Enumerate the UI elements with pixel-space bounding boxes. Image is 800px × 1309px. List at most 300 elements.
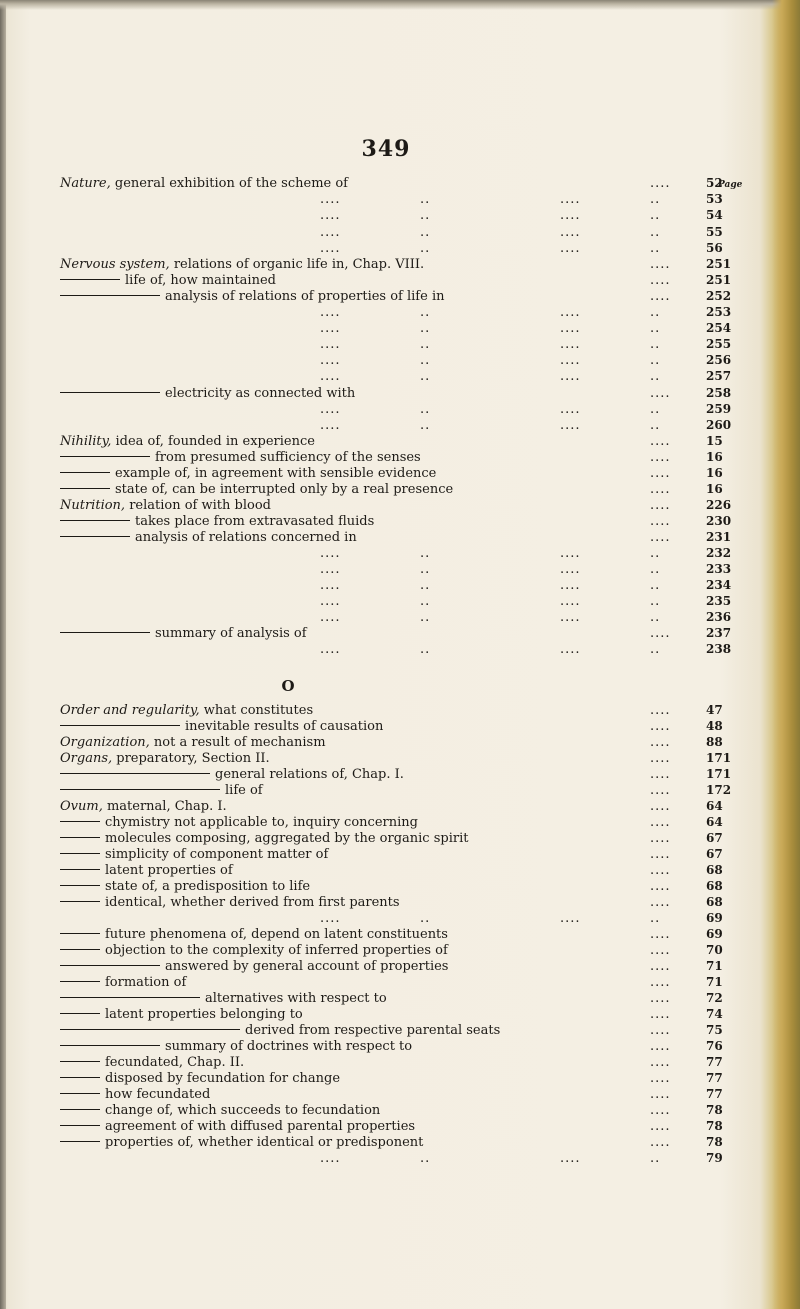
ditto-dash xyxy=(60,536,130,537)
entry-keyword: Organization, xyxy=(60,735,150,750)
entry-text xyxy=(60,927,448,942)
index-entry xyxy=(60,943,750,958)
index-entry xyxy=(60,257,750,272)
entry-keyword: Organs, xyxy=(60,751,113,766)
ditto-dash xyxy=(60,933,100,934)
entry-description: chymistry not applicable to, inquiry concerning xyxy=(105,815,418,830)
page-reference: 226 xyxy=(706,498,732,512)
leader-dots: .... xyxy=(560,642,581,657)
index-entry xyxy=(60,1087,750,1102)
section-letter: O xyxy=(281,677,295,695)
leader-dots: .... xyxy=(650,847,671,862)
page-reference: 76 xyxy=(706,1039,723,1053)
page-reference: 64 xyxy=(706,799,723,813)
leader-dots: .... xyxy=(320,562,341,577)
ditto-dash xyxy=(60,773,210,774)
index-entry xyxy=(60,498,750,513)
page-reference: 231 xyxy=(706,530,732,544)
ditto-dash xyxy=(60,1093,100,1094)
index-entry xyxy=(60,386,750,401)
page-reference: 77 xyxy=(706,1071,723,1085)
entry-description: state of, can be interrupted only by a real presence xyxy=(115,482,454,497)
ditto-dash xyxy=(60,1045,160,1046)
index-entry xyxy=(60,1023,750,1038)
leader-dots: .. xyxy=(650,337,661,352)
entry-description: electricity as connected with xyxy=(165,386,356,401)
entry-text xyxy=(60,176,348,191)
entry-text xyxy=(60,1087,210,1102)
ditto-dash xyxy=(60,789,220,790)
page-reference: 54 xyxy=(706,208,723,222)
page-reference: 69 xyxy=(706,927,723,941)
index-entry xyxy=(60,1119,750,1134)
leader-dots: .. xyxy=(420,208,431,223)
index-entry xyxy=(60,991,750,1006)
leader-dots: .... xyxy=(320,208,341,223)
leader-dots: .. xyxy=(420,225,431,240)
page-reference: 67 xyxy=(706,847,723,861)
page-reference: 234 xyxy=(706,578,732,592)
leader-dots: .... xyxy=(560,402,581,417)
index-entry xyxy=(60,466,750,481)
leader-dots: .. xyxy=(650,305,661,320)
ditto-dash xyxy=(60,885,100,886)
page-reference: 171 xyxy=(706,751,732,765)
index-entry xyxy=(60,369,750,384)
index-entry xyxy=(60,192,750,207)
leader-dots: .... xyxy=(650,1119,671,1134)
page-reference: 16 xyxy=(706,466,723,480)
index-entry xyxy=(60,482,750,497)
leader-dots: .... xyxy=(650,626,671,641)
index-entry xyxy=(60,831,750,846)
ditto-dash xyxy=(60,295,160,296)
leader-dots: .... xyxy=(650,176,671,191)
index-entry xyxy=(60,225,750,240)
entry-text xyxy=(60,1039,412,1054)
leader-dots: .. xyxy=(650,225,661,240)
entry-text xyxy=(60,1119,415,1134)
index-entry xyxy=(60,546,750,561)
ditto-dash xyxy=(60,456,150,457)
index-entry xyxy=(60,959,750,974)
entry-text xyxy=(60,482,453,497)
entry-text xyxy=(60,959,448,974)
index-entry xyxy=(60,751,750,766)
index-entry xyxy=(60,1151,750,1166)
index-entry xyxy=(60,863,750,878)
leader-dots: .. xyxy=(650,192,661,207)
leader-dots: .... xyxy=(650,1135,671,1150)
leader-dots: .... xyxy=(650,735,671,750)
page-reference: 251 xyxy=(706,273,732,287)
index-entry xyxy=(60,975,750,990)
page-reference: 72 xyxy=(706,991,723,1005)
page-reference: 258 xyxy=(706,386,732,400)
ditto-dash xyxy=(60,853,100,854)
index-entry xyxy=(60,1135,750,1150)
page-reference: 77 xyxy=(706,1087,723,1101)
page-reference: 56 xyxy=(706,241,723,255)
leader-dots: .... xyxy=(320,337,341,352)
leader-dots: .. xyxy=(650,1151,661,1166)
ditto-dash xyxy=(60,869,100,870)
leader-dots: .... xyxy=(560,578,581,593)
index-entry xyxy=(60,562,750,577)
page-reference: 171 xyxy=(706,767,732,781)
entry-text xyxy=(60,626,307,641)
ditto-dash xyxy=(60,725,180,726)
leader-dots: .... xyxy=(650,1023,671,1038)
entry-description: future phenomena of, depend on latent constituents xyxy=(105,927,448,942)
leader-dots: .... xyxy=(320,369,341,384)
leader-dots: .... xyxy=(650,927,671,942)
leader-dots: .... xyxy=(650,1087,671,1102)
entry-text xyxy=(60,975,186,990)
entry-text xyxy=(60,991,387,1006)
index-entry xyxy=(60,176,750,191)
index-entry xyxy=(60,321,750,336)
leader-dots: .... xyxy=(650,498,671,513)
leader-dots: .... xyxy=(650,943,671,958)
page-reference: 74 xyxy=(706,1007,723,1021)
page-reference: 53 xyxy=(706,192,723,206)
leader-dots: .. xyxy=(650,578,661,593)
entry-description: relation of with blood xyxy=(125,498,271,513)
page-reference: 47 xyxy=(706,703,723,717)
leader-dots: .... xyxy=(560,418,581,433)
entry-description: life of xyxy=(225,783,263,798)
page-reference: 232 xyxy=(706,546,732,560)
leader-dots: .... xyxy=(650,879,671,894)
entry-text xyxy=(60,863,233,878)
entry-text xyxy=(60,1135,423,1150)
page-reference: 68 xyxy=(706,879,723,893)
leader-dots: .... xyxy=(560,353,581,368)
page-reference: 260 xyxy=(706,418,732,432)
index-entry xyxy=(60,1039,750,1054)
leader-dots: .. xyxy=(420,418,431,433)
leader-dots: .... xyxy=(320,225,341,240)
ditto-dash xyxy=(60,1077,100,1078)
leader-dots: .... xyxy=(320,642,341,657)
ditto-dash xyxy=(60,279,120,280)
leader-dots: .... xyxy=(650,799,671,814)
entry-text xyxy=(60,289,444,304)
entry-text xyxy=(60,434,315,449)
index-entry xyxy=(60,767,750,782)
ditto-dash xyxy=(60,632,150,633)
index-entry xyxy=(60,911,750,926)
index-entry xyxy=(60,799,750,814)
entry-text xyxy=(60,735,326,750)
ditto-dash xyxy=(60,392,160,393)
index-entry xyxy=(60,1055,750,1070)
entry-text xyxy=(60,257,424,272)
leader-dots: .. xyxy=(420,353,431,368)
index-entry xyxy=(60,783,750,798)
entry-keyword: Ovum, xyxy=(60,799,103,814)
entry-description: idea of, founded in experience xyxy=(111,434,315,449)
page-reference: 230 xyxy=(706,514,732,528)
entry-description: summary of analysis of xyxy=(155,626,307,641)
page-reference: 238 xyxy=(706,642,732,656)
entry-description: disposed by fecundation for change xyxy=(105,1071,341,1086)
leader-dots: .... xyxy=(560,369,581,384)
index-entry xyxy=(60,578,750,593)
leader-dots: .... xyxy=(650,514,671,529)
index-entry xyxy=(60,353,750,368)
leader-dots: .... xyxy=(650,895,671,910)
leader-dots: .... xyxy=(650,482,671,497)
entry-text xyxy=(60,719,383,734)
ditto-dash xyxy=(60,837,100,838)
entry-text xyxy=(60,751,270,766)
leader-dots: .. xyxy=(420,305,431,320)
leader-dots: .... xyxy=(650,386,671,401)
leader-dots: .... xyxy=(650,719,671,734)
leader-dots: .... xyxy=(560,208,581,223)
leader-dots: .... xyxy=(320,321,341,336)
leader-dots: .... xyxy=(650,831,671,846)
leader-dots: .... xyxy=(650,959,671,974)
entry-description: takes place from extravasated fluids xyxy=(135,514,375,529)
entry-description: not a result of mechanism xyxy=(149,735,326,750)
entry-text xyxy=(60,466,436,481)
leader-dots: .. xyxy=(420,369,431,384)
ditto-dash xyxy=(60,821,100,822)
leader-dots: .... xyxy=(320,241,341,256)
leader-dots: .... xyxy=(650,1007,671,1022)
ditto-dash xyxy=(60,1061,100,1062)
page-reference: 253 xyxy=(706,305,732,319)
index-entry xyxy=(60,418,750,433)
leader-dots: .... xyxy=(650,703,671,718)
leader-dots: .. xyxy=(420,610,431,625)
index-entry xyxy=(60,735,750,750)
page-reference: 172 xyxy=(706,783,732,797)
page-reference: 257 xyxy=(706,369,732,383)
leader-dots: .... xyxy=(650,767,671,782)
leader-dots: .... xyxy=(650,751,671,766)
entry-description: alternatives with respect to xyxy=(205,991,387,1006)
leader-dots: .... xyxy=(650,991,671,1006)
ditto-dash xyxy=(60,965,160,966)
leader-dots: .... xyxy=(560,241,581,256)
page-reference: 78 xyxy=(706,1119,723,1133)
leader-dots: .... xyxy=(650,530,671,545)
leader-dots: .... xyxy=(320,402,341,417)
leader-dots: .... xyxy=(650,273,671,288)
entry-description: fecundated, Chap. II. xyxy=(105,1055,245,1070)
ditto-dash xyxy=(60,997,200,998)
leader-dots: .... xyxy=(320,610,341,625)
page-reference: 75 xyxy=(706,1023,723,1037)
index-entry xyxy=(60,530,750,545)
leader-dots: .. xyxy=(420,321,431,336)
entry-description: identical, whether derived from first parents xyxy=(105,895,400,910)
page-reference: 77 xyxy=(706,1055,723,1069)
page-reference: 256 xyxy=(706,353,732,367)
leader-dots: .... xyxy=(650,257,671,272)
entry-text xyxy=(60,815,418,830)
leader-dots: .... xyxy=(320,1151,341,1166)
leader-dots: .... xyxy=(650,1039,671,1054)
leader-dots: .... xyxy=(560,337,581,352)
entry-text xyxy=(60,799,227,814)
entry-description: state of, a predisposition to life xyxy=(105,879,311,894)
index-entry xyxy=(60,879,750,894)
leader-dots: .. xyxy=(650,402,661,417)
entry-description: from presumed sufficiency of the senses xyxy=(155,450,421,465)
page-reference: 52 xyxy=(706,176,723,190)
index-entry xyxy=(60,208,750,223)
leader-dots: .... xyxy=(560,610,581,625)
leader-dots: .. xyxy=(420,594,431,609)
entry-text xyxy=(60,831,468,846)
entry-text xyxy=(60,767,404,782)
entry-description: relations of organic life in, Chap. VIII. xyxy=(169,257,425,272)
entry-description: general relations of, Chap. I. xyxy=(215,767,404,782)
page-reference: 251 xyxy=(706,257,732,271)
leader-dots: .. xyxy=(650,911,661,926)
leader-dots: .... xyxy=(320,578,341,593)
entry-text xyxy=(60,273,276,288)
page-reference: 48 xyxy=(706,719,723,733)
page-number: 349 xyxy=(361,136,411,162)
entry-description: formation of xyxy=(105,975,187,990)
leader-dots: .... xyxy=(560,562,581,577)
entry-description: analysis of relations concerned in xyxy=(135,530,357,545)
leader-dots: .... xyxy=(650,1103,671,1118)
entry-text xyxy=(60,895,400,910)
entry-text xyxy=(60,498,271,513)
page-reference: 68 xyxy=(706,895,723,909)
page-reference: 252 xyxy=(706,289,732,303)
leader-dots: .. xyxy=(650,321,661,336)
entry-text xyxy=(60,1007,303,1022)
leader-dots: .... xyxy=(560,225,581,240)
ditto-dash xyxy=(60,1029,240,1030)
index-entry xyxy=(60,402,750,417)
ditto-dash xyxy=(60,1125,100,1126)
leader-dots: .. xyxy=(420,1151,431,1166)
leader-dots: .. xyxy=(650,353,661,368)
index-entry xyxy=(60,514,750,529)
entry-description: analysis of relations of properties of life in xyxy=(165,289,445,304)
entry-description: molecules composing, aggregated by the organic spirit xyxy=(105,831,469,846)
leader-dots: .... xyxy=(650,975,671,990)
leader-dots: .. xyxy=(650,562,661,577)
leader-dots: .... xyxy=(650,450,671,465)
leader-dots: .... xyxy=(650,783,671,798)
leader-dots: .. xyxy=(650,642,661,657)
page-reference: 70 xyxy=(706,943,723,957)
page-reference: 69 xyxy=(706,911,723,925)
leader-dots: .... xyxy=(560,1151,581,1166)
page-reference: 78 xyxy=(706,1103,723,1117)
leader-dots: .. xyxy=(650,546,661,561)
leader-dots: .... xyxy=(320,546,341,561)
ditto-dash xyxy=(60,1013,100,1014)
leader-dots: .. xyxy=(650,610,661,625)
leader-dots: .... xyxy=(320,594,341,609)
ditto-dash xyxy=(60,520,130,521)
entry-text xyxy=(60,847,328,862)
ditto-dash xyxy=(60,472,110,473)
entry-keyword: Nutrition, xyxy=(60,498,126,513)
index-entry xyxy=(60,815,750,830)
index-entry xyxy=(60,719,750,734)
entry-text xyxy=(60,514,374,529)
ditto-dash xyxy=(60,901,100,902)
entry-description: answered by general account of properties xyxy=(165,959,449,974)
page-reference: 68 xyxy=(706,863,723,877)
entry-description: properties of, whether identical or predisponent xyxy=(105,1135,424,1150)
index-entry xyxy=(60,594,750,609)
ditto-dash xyxy=(60,1109,100,1110)
page-reference: 259 xyxy=(706,402,732,416)
leader-dots: .. xyxy=(420,578,431,593)
page-reference: 78 xyxy=(706,1135,723,1149)
page-reference: 67 xyxy=(706,831,723,845)
leader-dots: .. xyxy=(650,241,661,256)
page-column-head: Page xyxy=(718,180,743,190)
entry-text xyxy=(60,879,310,894)
page-reference: 255 xyxy=(706,337,732,351)
index-entry xyxy=(60,450,750,465)
index-entry xyxy=(60,1007,750,1022)
entry-description: change of, which succeeds to fecundation xyxy=(105,1103,381,1118)
ditto-dash xyxy=(60,1141,100,1142)
entry-description: general exhibition of the scheme of xyxy=(110,176,348,191)
leader-dots: .. xyxy=(420,911,431,926)
page-reference: 88 xyxy=(706,735,723,749)
leader-dots: .. xyxy=(650,208,661,223)
entry-description: objection to the complexity of inferred properties of xyxy=(105,943,448,958)
leader-dots: .. xyxy=(420,337,431,352)
ditto-dash xyxy=(60,488,110,489)
leader-dots: .... xyxy=(560,321,581,336)
index-entry xyxy=(60,610,750,625)
entry-description: maternal, Chap. I. xyxy=(102,799,227,814)
entry-text xyxy=(60,1055,244,1070)
page-reference: 71 xyxy=(706,959,723,973)
index-entry xyxy=(60,895,750,910)
page-reference: 233 xyxy=(706,562,732,576)
leader-dots: .... xyxy=(560,192,581,207)
entry-keyword: Nervous system, xyxy=(60,257,170,272)
leader-dots: .. xyxy=(420,642,431,657)
leader-dots: .... xyxy=(560,594,581,609)
entry-text xyxy=(60,450,421,465)
entry-keyword: Nihility, xyxy=(60,434,112,449)
leader-dots: .. xyxy=(650,369,661,384)
leader-dots: .. xyxy=(420,546,431,561)
page-reference: 79 xyxy=(706,1151,723,1165)
leader-dots: .... xyxy=(320,911,341,926)
leader-dots: .. xyxy=(650,418,661,433)
entry-description: example of, in agreement with sensible evidence xyxy=(115,466,437,481)
entry-description: what constitutes xyxy=(199,703,314,718)
leader-dots: .... xyxy=(650,815,671,830)
leader-dots: .... xyxy=(650,1055,671,1070)
entry-text xyxy=(60,1103,380,1118)
index-entry xyxy=(60,305,750,320)
entry-text xyxy=(60,783,263,798)
leader-dots: .... xyxy=(320,418,341,433)
index-entry xyxy=(60,273,750,288)
